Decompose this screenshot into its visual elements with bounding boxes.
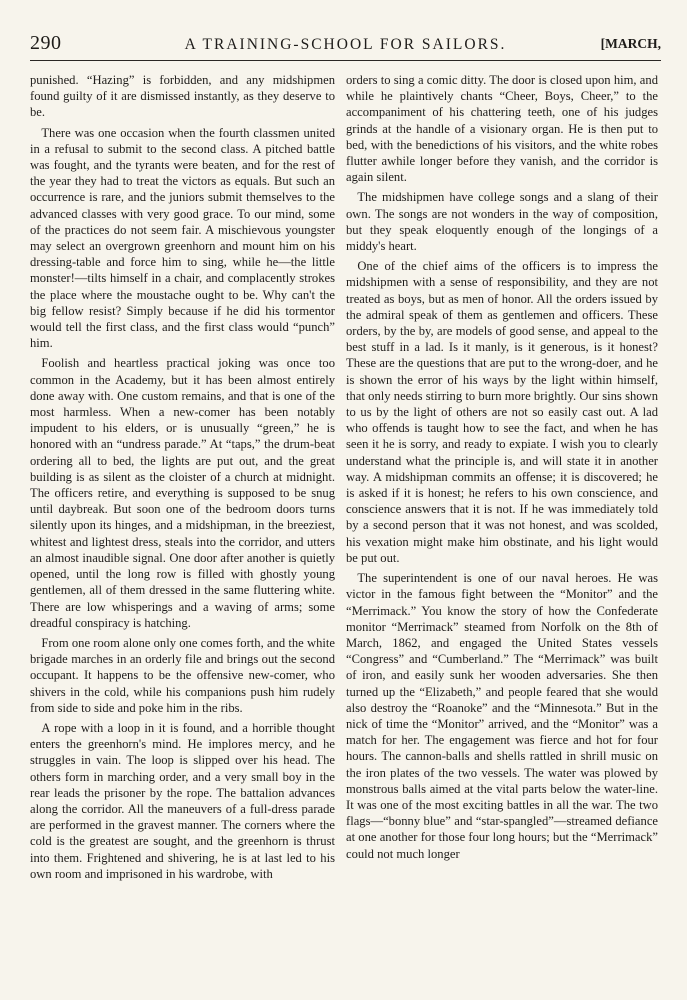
running-header [30,30,661,61]
paragraph: A rope with a loop in it is found, and a horrible thought enters the greenhorn's mind. He implores mercy, and he struggles in vain. The loop is slipped over his head. The others form in marching order, and a very small boy in the rear leads the prisoner by the rope. The battalion advances along the corridor. All the maneuvers of a full-dress parade are performed in the gravest manner. The corners where the cold is the greatest are sought, and the greenhorn is thrust into them. Frightened and shivering, he is at last led to his own room and imprisoned in his wardrobe, with [30,720,335,881]
paragraph: The midshipmen have college songs and a slang of their own. The songs are not wonders in the way of composition, but they speak eloquently enough of the longings of a middy's heart. [346,190,658,254]
paragraph: There was one occasion when the fourth classmen united in a refusal to submit to the second class. A pitched battle was fought, and the tyrants were beaten, and for the rest of the year they had to treat the victors as equals. But such an occurrence is rare, and the juniors submit themselves to the advanced classes with very good grace. To our mind, some of the practices do not seem fair. A mischievous youngster may select an overgrown greenhorn and mount him on his dressing-table and force him to sing, while he—the little monster!—tilts himself in a chair, and complacently strokes the place where the moustache ought to be. Why can't the big fellow resist? Simply because if he did his tormentor would tell the first class, and the first class would “punch” him. [30,125,335,351]
paragraph: The superintendent is one of our naval heroes. He was victor in the famous fight between the “Monitor” and the “Merrimack.” You know the story of how the Confederate monitor “Merrimack” steamed from Norfolk on the 8th of March, 1862, and engaged the United States vessels “Congress” and “Cumberland.” The “Merrimack” was built of iron, and easily sunk her wooden adversaries. She then turned up the “Elizabeth,” and people feared that she would also destroy the “Roanoke” and the “Minnesota.” But in the nick of time the “Monitor” arrived, and the “Monitor” was a match for her. The engagement was fierce and hot for four hours. The cannon-balls and shells rattled in shrill music on the iron plates of the two vessels. The water was plowed by monstrous balls aimed at the vital parts below the water-line. It was one of the most exciting battles in all the war. The two flags—“bonny blue” and “star-spangled”—streamed defiance at one another for those four long hours; but the “Merrimack” could not much longer [346,571,658,861]
page-number: 290 [30,32,62,54]
paragraph: Foolish and heartless practical joking was once too common in the Academy, but it has been almost entirely done away with. One custom remains, and that is one of the most harmless. When a new-comer has been notably impudent to his elders, or is unusually “green,” he is honored with an “undress parade.” At “taps,” the drum-beat ordering all to bed, the lights are put out, and the great building is as silent as the cloister of a church at midnight. The officers retire, and everything is supposed to be snug until daybreak. But soon one of the bedroom doors turns silently upon its hinges, and a midshipman, in the breeziest, whitest and lightest dress, steals into the corridor, and utters an almost inaudible signal. One door after another is quietly opened, until the long row is filled with ghostly young gentlemen, all of them dressed in the same fluttering white. There are low whisperings and a waving of arms; some dreadful conspiracy is hatching. [30,356,335,630]
paragraph: One of the chief aims of the officers is to impress the midshipmen with a sense of responsibility, and they are not treated as boys, but as men of honor. All the orders issued by the admiral speak of them as gentlemen and officers. These orders, by the by, are models of good sense, and appeal to the best stuff in a lad. Is it manly, is it generous, is it honest? These are the questions that are put to the wrong-doer, and he is shown the error of his ways by the light within himself, that only needs stirring to burn more brightly. Our sins shown to us by the light of others are not so easily cast out. A lad who offends is taught how to see the fact, and when he has seen it he is sorry, and ready to expiate. I wish you to clearly understand what the principle is, and will state it in another way. A midshipman commits an offense; it is discovered; he is asked if it is honest; he refers to his own conscience, and conscience answers that it is not. If he was immediately told by a second person that it was not honest, and was scolded, his vexation might make him obstinate, and his light would be put out. [346,259,658,565]
right-column [346,72,658,866]
month-label: [MARCH, [600,36,661,51]
paragraph: From one room alone only one comes forth, and the white brigade marches in an orderly file and brings out the second occupant. It happens to be the offensive new-comer, who shivers in the cold, while his companions push him rudely from side to side and poke him in the ribs. [30,635,335,715]
running-title: A TRAINING-SCHOOL FOR SAILORS. [184,36,507,53]
paragraph: orders to sing a comic ditty. The door is closed upon him, and while he plaintively chants “Cheer, Boys, Cheer,” to the accompaniment of his chattering teeth, one of his judges grinds at the handle of a visionary organ. He is then put to bed, with the benedictions of his visitors, and the white robes flutter awhile longer before they vanish, and the corridor is again silent. [346,73,658,185]
paragraph: punished. “Hazing” is forbidden, and any midshipmen found guilty of it are dismissed instantly, as they deserve to be. [30,73,335,120]
left-column [30,72,335,886]
